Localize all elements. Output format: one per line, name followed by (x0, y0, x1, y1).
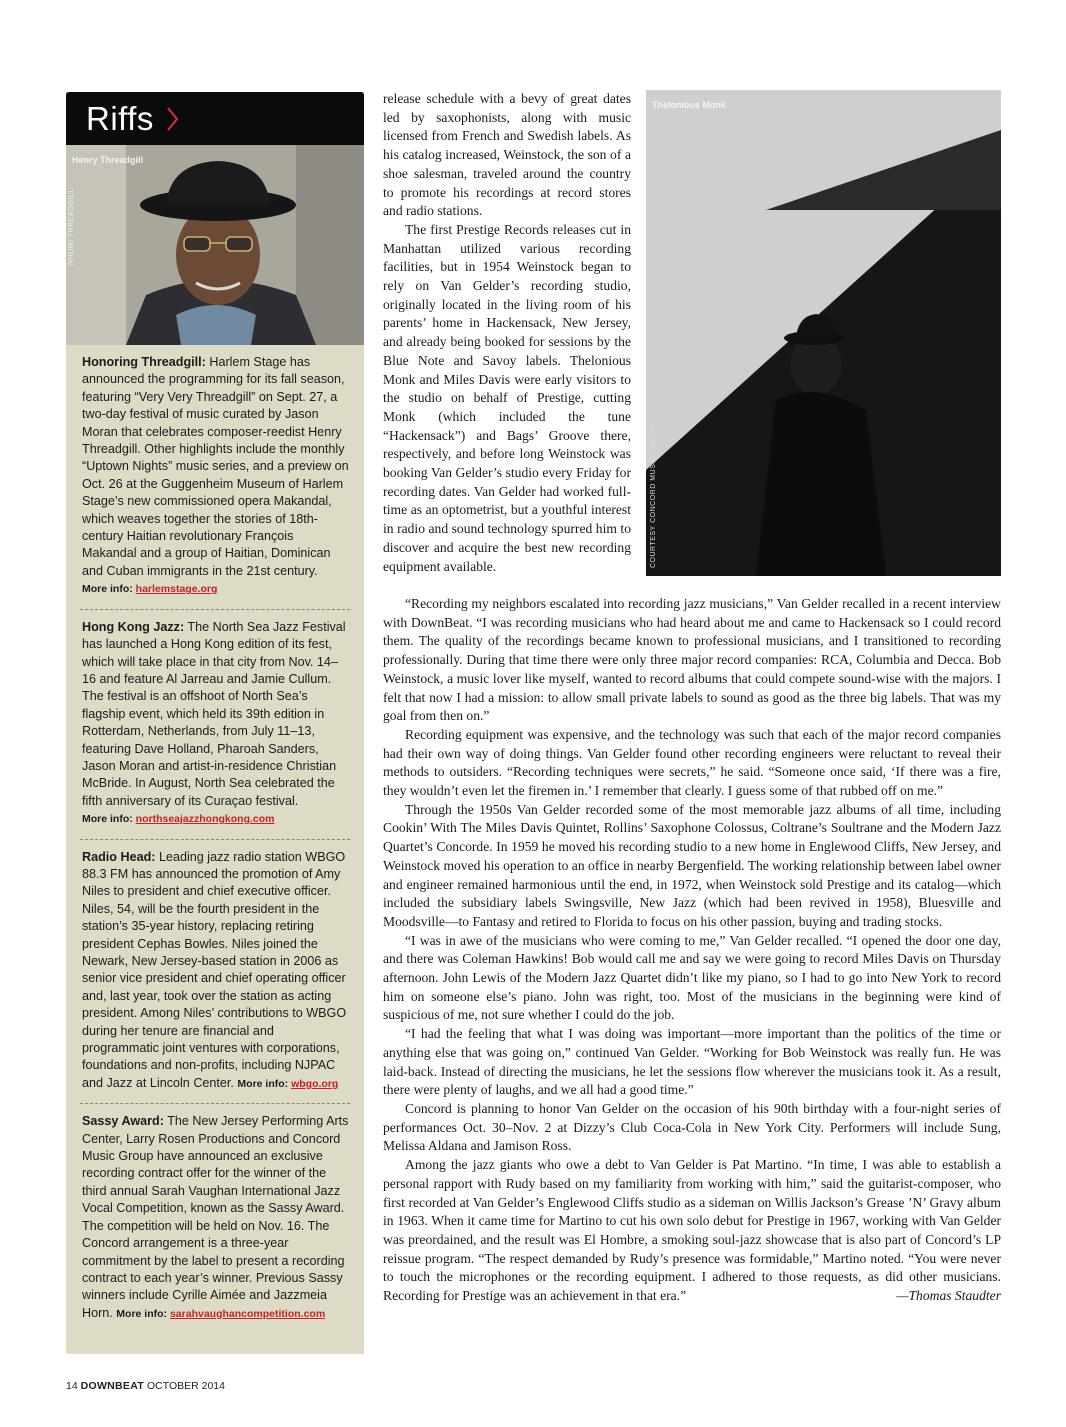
more-info-link[interactable]: harlemstage.org (135, 583, 218, 596)
piano-player-illustration (646, 90, 1001, 576)
more-info-label: More info: (237, 1077, 289, 1090)
article-paragraph: Concord is planning to honor Van Gelder on the occasion of his 90th birthday with a four-night series of performances Oct. 30–Nov. 2 at Dizzy’s Club Coca-Cola in New York City. Performers will include Sung, Melissa Aldana and Jamison Ross. (383, 1100, 1001, 1154)
issue-date: OCTOBER 2014 (146, 1380, 225, 1392)
riff-body: Leading jazz radio station WBGO 88.3 FM has announced the promotion of Amy Niles to president and chief executive officer. Niles, 54, will be the fourth president in the station’s 35-year history, replacing retiring president Cephas Bowles. Niles joined the Newark, New Jersey-based station in 2006 as senior vice president and chief operating officer and, last year, took over the station as acting president. Among Niles’ contributions to WBGO during her tenure are financial and programmatic joint ventures with corporations, foundations and non-profits, including NJPAC and Jazz at Lincoln Center. (82, 849, 347, 1090)
page-folio (66, 1380, 225, 1392)
photo-caption: Henry Threadgill (72, 155, 144, 165)
article-paragraph: “I was in awe of the musicians who were coming to me,” Van Gelder recalled. “I opened the door one day, and there was Coleman Hawkins! Bob would call me and say we were going to record Miles Davis on Thursday afternoon. John Lewis of the Modern Jazz Quartet didn’t like my piano, so I had to go into New York to record him on someone else’s piano. John was right, too. Most of the musicians in the beginning were kind of suspicious of me, not sure whether I could do the job. (383, 932, 1001, 1023)
more-info-link[interactable]: northseajazzhongkong.com (135, 813, 275, 826)
chevron-right-icon (164, 106, 182, 132)
riff-item-radio-head (66, 840, 364, 1104)
thelonious-monk-photo (646, 90, 1001, 576)
riff-heading: Honoring Threadgill: (82, 355, 206, 369)
photo-credit: NHUMI THREADGILL (68, 188, 75, 265)
portrait-illustration (66, 145, 364, 345)
article-paragraph: release schedule with a bevy of great dates led by saxophonists, along with music licensed from French and Swedish labels. As his catalog increased, Weinstock, the son of a shoe salesman, traveled around the country to promote his recordings at record stores and radio stations. (383, 91, 631, 219)
more-info-label: More info: (82, 813, 133, 826)
more-info-label: More info: (116, 1307, 168, 1320)
article-paragraph: Among the jazz giants who owe a debt to Van Gelder is Pat Martino. “In time, I was able to establish a personal rapport with Rudy based on my familiarity from working with him,” said the guitarist-composer, who first recorded at Van Gelder’s Englewood Cliffs studio as a sideman on Willis Jackson’s Grease ’N’ Gravy album in 1963. When it came time for Martino to cut his own solo debut for Prestige in 1967, working with Van Gelder was preordained, and the result was El Hombre, a smoking soul-jazz showcase that is also part of Concord’s LP reissue program. “The respect demanded by Rudy’s presence was formidable,” Martino noted. “You were never to touch the microphones or the recording equipment. I adhered to those requests, as did other musicians. Recording for Prestige was an achievement in that era.” (383, 1157, 1001, 1304)
riff-body: The New Jersey Performing Arts Center, Larry Rosen Productions and Concord Music Group have announced an exclusive recording contract offer for the winner of the third annual Sarah Vaughan International Jazz Vocal Competition, known as the Sassy Award. The competition will be held on Nov. 16. The Concord arrangement is a three-year commitment by the label to present a recording contract to each year’s winner. Previous Sassy winners include Cyrille Aimée and Jazzmeia Horn. (82, 1114, 349, 1320)
riffs-sidebar (66, 92, 364, 1354)
riff-item-hong-kong (66, 610, 364, 839)
riff-body: The North Sea Jazz Festival has launched a Hong Kong edition of its fest, which will take place in that city from Nov. 14–16 and feature Al Jarreau and Jamie Cullum. The festival is an offshoot of North Sea’s flagship event, which held its 39th edition in Rotterdam, Netherlands, from July 11–13, featuring Dave Holland, Pharoah Sanders, Jason Moran and artist-in-residence Christian McBride. In August, North Sea celebrated the fifth anniversary of its Curaçao festival. (82, 619, 346, 808)
riffs-title: Riffs (86, 99, 154, 137)
article-paragraph: “I had the feeling that what I was doing was important—more important than the politics of the time or anything else that was going on,” continued Van Gelder. “Working for Bob Weinstock was really fun. He was laid-back. Instead of directing the musicians, he let the sessions flow wherever the musicians took it. As a result, there were plenty of laughs, and we all had a good time.” (383, 1026, 1001, 1098)
riff-item-sassy-award (66, 1104, 364, 1333)
article-body (383, 595, 1001, 1306)
article-paragraph: The first Prestige Records releases cut in Manhattan utilized various recording facilities, but in 1954 Weinstock began to rely on Van Gelder’s recording studio, originally located in the living room of his parents’ home in Hackensack, New Jersey, and already being booked for sessions by the Blue Note and Savoy labels. Thelonious Monk and Miles Davis were early visitors to the studio on behalf of Prestige, cutting Monk (which included the tune “Hackensack”) and Bags’ Groove there, respectively, and before long Weinstock was booking Van Gelder’s studio every Friday for recording dates. Van Gelder had worked full-time as an optometrist, but a youthful interest in radio and sound technology spurred him to discover and acquire the best new recording equipment available. (383, 221, 631, 574)
more-info-link[interactable]: sarahvaughancompetition.com (169, 1307, 326, 1320)
riff-heading: Hong Kong Jazz: (82, 619, 185, 634)
riff-item-threadgill (66, 345, 364, 609)
magazine-name: DOWNBEAT (80, 1380, 145, 1392)
article-top-column (383, 90, 631, 576)
photo-caption: Thelonious Monk (652, 100, 726, 110)
article-paragraph: Through the 1950s Van Gelder recorded some of the most memorable jazz albums of all time, including Cookin’ With The Miles Davis Quintet, Rollins’ Saxophone Colossus, Coltrane’s Soultrane and the Modern Jazz Quartet’s Concorde. In 1959 he moved his recording studio to a new home in Englewood Cliffs, New Jersey, and Weinstock moved his operation to an office in nearby Bergenfield. The working relationship between label owner and engineer remained harmonious until the end, in 1972, when Weinstock sold Prestige and its catalog—which included the subsidiary labels Swingsville, New Jazz (which had been revived in 1958), Bluesville and Moodsville—to Fantasy and retired to Florida to focus on his other passion, buying and trading stocks. (383, 801, 1001, 929)
article-paragraph: Recording equipment was expensive, and the technology was such that each of the major record companies had their own way of doing things. Van Gelder found other recording engineers were reluctant to reveal their methods to outsiders. “Recording techniques were secrets,” he said. “Someone once said, ‘If there was a fire, they wouldn’t even let the firemen in.’ I remember that clearly. I guess some of that rubbed off on me.” (383, 726, 1001, 799)
more-info-label: More info: (82, 583, 133, 596)
riff-heading: Sassy Award: (82, 1114, 164, 1129)
riff-heading: Radio Head: (82, 849, 156, 864)
riff-body: Harlem Stage has announced the programming for its fall season, featuring “Very Very Threadgill” on Sept. 27, a two-day festival of music curated by Jason Moran that celebrates composer-reedist Henry Threadgill. Other highlights include the monthly “Uptown Nights” music series, and a preview on Oct. 26 at the Guggenheim Museum of Harlem Stage’s new commissioned opera Makandal, which weaves together the stories of 18th-century Haitian revolutionary François Makandal and a group of Haitian, Dominican and Cuban immigrants in the 21st century. (82, 355, 349, 578)
henry-threadgill-photo (66, 145, 364, 345)
more-info-link[interactable]: wbgo.org (291, 1077, 339, 1090)
article-paragraph: “Recording my neighbors escalated into recording jazz musicians,” Van Gelder recalled in a recent interview with DownBeat. “I was recording musicians who had heard about me and came to Hackensack so I could record them. The quality of the recordings became known to professional musicians, and I transitioned to recording professionally. During that time there were only three major record companies: RCA, Columbia and Decca. Bob Weinstock, a music lover like myself, wanted to record albums that could compete sound-wise with the majors. I felt that now I had a mission: to allow small private labels to sound as good as the three big labels. That was my goal from then on.” (383, 596, 1001, 724)
author-signature: —Thomas Staudter (896, 1288, 1001, 1304)
page-number: 14 (66, 1380, 78, 1392)
photo-credit: COURTESY CONCORD MUSIC GROUP (650, 425, 657, 568)
riffs-header (66, 92, 364, 145)
